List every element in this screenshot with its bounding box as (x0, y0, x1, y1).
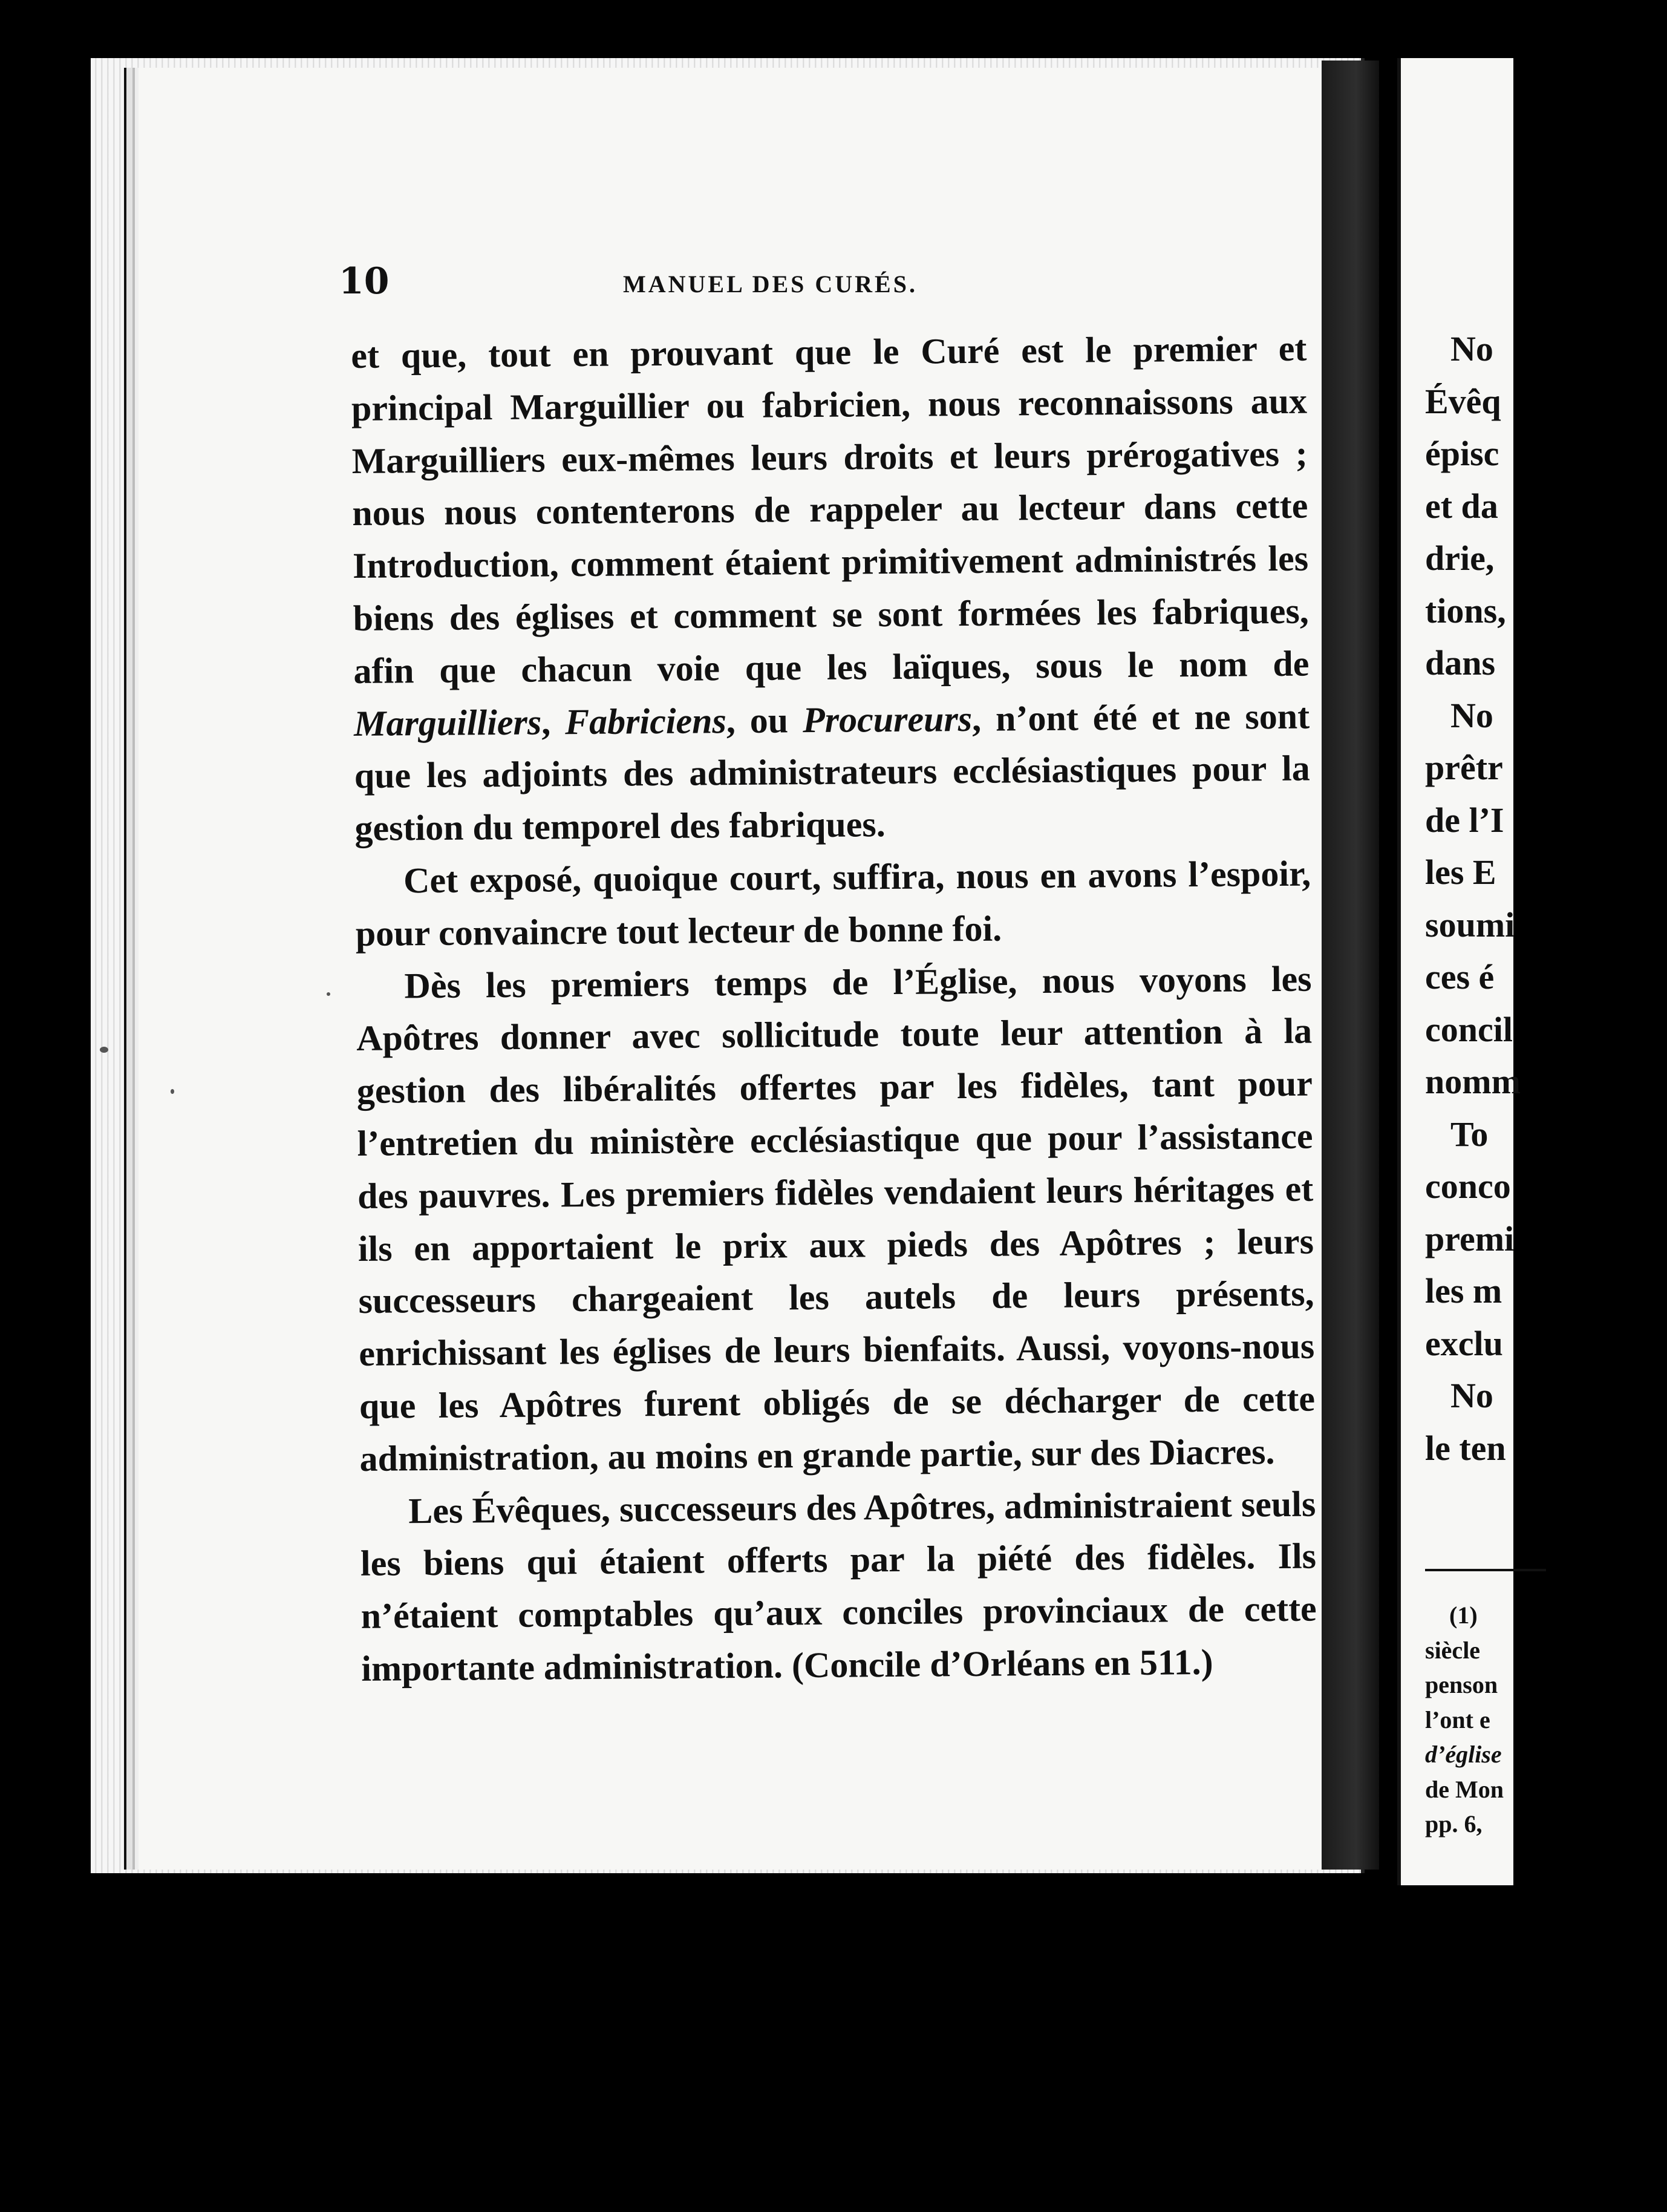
facing-line: No (1450, 329, 1493, 368)
paper-speck (100, 1047, 108, 1053)
paragraph-4: Les Évêques, successeurs des Apôtres, administraient seuls les biens qui étaient offerts par la piété des fidèles. Ils n’étaient comptables qu’aux conciles provinciaux de cette importante administration. (Concile d’Orléans en 511.) (360, 1484, 1317, 1689)
footnote-line (1425, 1737, 1667, 1772)
facing-line: conco (1425, 1167, 1511, 1206)
facing-line: épisc (1425, 434, 1499, 473)
term-marguilliers: Marguilliers (353, 702, 542, 744)
facing-page (1397, 58, 1521, 1885)
facing-line: drie, (1425, 538, 1495, 578)
facing-footnotes (1425, 1598, 1667, 1842)
footnote-line: l’ont e (1425, 1706, 1490, 1733)
facing-line: concil (1425, 1009, 1513, 1049)
body-text (351, 322, 1317, 1695)
facing-line: les m (1425, 1271, 1502, 1311)
facing-page-text (1425, 323, 1667, 1474)
facing-line: exclu (1425, 1323, 1503, 1363)
paragraph-2: Cet exposé, quoique court, suffira, nous en avons l’espoir, pour convaincre tout lecteur de bonne foi. (355, 853, 1311, 954)
term-fabriciens: Fabriciens (564, 700, 727, 742)
footnote-rule (1425, 1569, 1546, 1571)
facing-line: nomm (1425, 1062, 1521, 1101)
footnote-line: pp. 6, (1425, 1810, 1483, 1837)
book-gutter (1322, 61, 1379, 1870)
facing-line: de l’I (1425, 800, 1504, 840)
facing-line: ces é (1425, 957, 1495, 996)
paper-speck (171, 1089, 174, 1094)
facing-line: prêtr (1425, 748, 1503, 787)
paragraph-3: Dès les premiers temps de l’Église, nous voyons les Apôtres donner avec sollicitude toute leur attention à la gestion des libéralités offertes par les fidèles, tant pour l’entretien du ministère ecclésiastique que pour l’assistance des pauvres. Les premiers fidèles vendaient leurs héritages et ils en apportaient le prix aux pieds des Apôtres ; leurs successeurs chargeaient les autels de leurs présents, enrichissant les églises de leurs bienfaits. Aussi, voyons-nous que les Apôtres furent obligés de se décharger de cette administration, au moins en grande partie, sur des Diacres. (356, 958, 1316, 1479)
facing-line: Évêq (1425, 381, 1501, 421)
footnote-line: (1) (1449, 1602, 1478, 1629)
facing-line: No (1450, 695, 1493, 735)
facing-line: premi (1425, 1219, 1515, 1258)
facing-line: soumi (1425, 905, 1515, 944)
facing-line: dans (1425, 643, 1496, 682)
footnote-line: siècle (1425, 1636, 1481, 1664)
footnote-line: penson (1425, 1671, 1498, 1698)
term-procureurs: Procureurs (802, 698, 973, 740)
footnote-line: de Mon (1425, 1775, 1504, 1803)
facing-line: et da (1425, 486, 1498, 526)
facing-line: les E (1425, 852, 1496, 892)
paper-speck (327, 992, 330, 996)
page-number: 10 (339, 260, 390, 303)
facing-line: tions, (1425, 591, 1506, 630)
paragraph-1: et que, tout en prouvant que le Curé est le premier et principal Marguillier ou fabricien, nous reconnaissons aux Marguilliers eux-mêmes leurs droits et leurs prérogatives ; nous nous contenterons de rappeler au lecteur dans cette Introduction, comment étaient primitivement administrés les biens des églises et comment se sont formées les fabriques, afin que chacun voie que les laïques, sous le nom de Marguilliers, Fabriciens, ou Procureurs, n’ont été et ne sont que les adjoints des administrateurs ecclésiastiques pour la gestion du temporel des fabriques. (351, 328, 1311, 849)
facing-line: No (1450, 1376, 1493, 1415)
paragraph-1-end: n’ont été et ne sont que les adjoints des administrateurs ecclésiastiques pour la gestion du temporel des fabriques. (354, 696, 1311, 849)
running-title: MANUEL DES CURÉS. (623, 270, 918, 298)
footnote-italic: d’église (1425, 1741, 1502, 1768)
facing-line: le ten (1425, 1428, 1506, 1468)
paragraph-1-text: et que, tout en prouvant que le Curé est le premier et principal Marguillier ou fabricien, nous reconnaissons aux Marguilliers eux-mêmes leurs droits et leurs prérogatives ; nous nous contenterons de rappeler au lecteur dans cette Introduction, comment étaient primitivement administrés les biens des églises et comment se sont formées les fabriques, afin que chacun voie que les laïques, sous le nom de (351, 328, 1310, 691)
facing-line: To (1450, 1114, 1489, 1154)
